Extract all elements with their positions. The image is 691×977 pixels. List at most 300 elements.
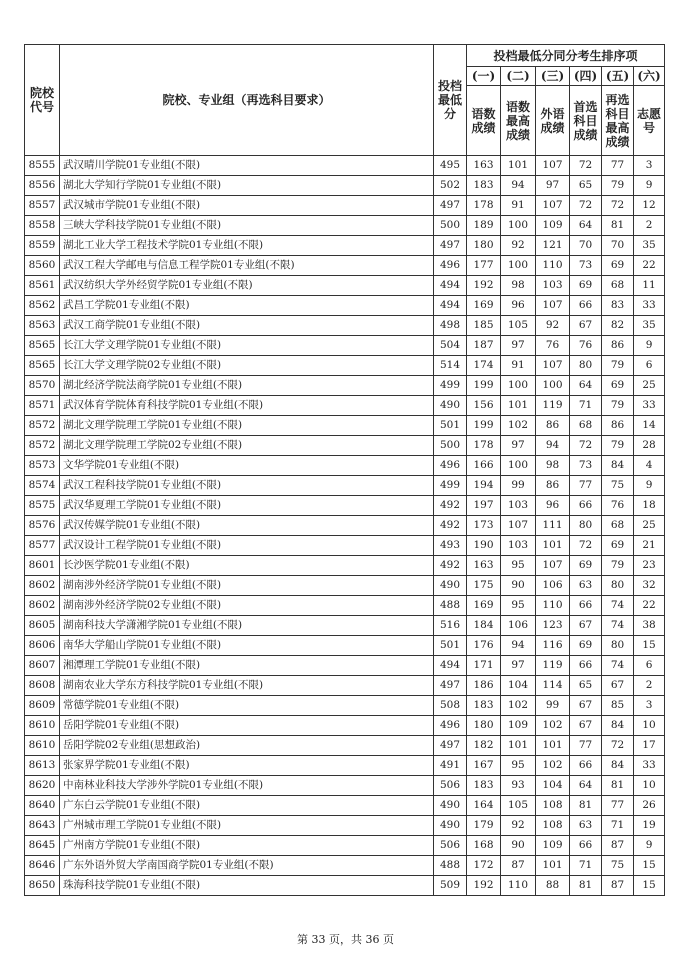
cell-choice-no: 23 — [634, 556, 665, 576]
cell-foreign: 108 — [536, 816, 570, 836]
cell-yushu-max: 100 — [501, 376, 536, 396]
cell-second-max: 84 — [602, 456, 634, 476]
cell-code: 8559 — [25, 236, 60, 256]
cell-min-score: 488 — [434, 596, 467, 616]
cell-choice-no: 25 — [634, 376, 665, 396]
cell-code: 8645 — [25, 836, 60, 856]
cell-choice-no: 6 — [634, 356, 665, 376]
cell-yushu: 169 — [467, 596, 501, 616]
cell-yushu-max: 95 — [501, 756, 536, 776]
cell-foreign: 107 — [536, 196, 570, 216]
cell-yushu: 178 — [467, 436, 501, 456]
cell-code: 8575 — [25, 496, 60, 516]
cell-choice-no: 35 — [634, 316, 665, 336]
header-tie-num: (五) — [602, 67, 634, 86]
cell-foreign: 94 — [536, 436, 570, 456]
cell-name: 珠海科技学院01专业组(不限) — [60, 876, 434, 896]
table-row — [25, 776, 665, 796]
cell-choice-no: 15 — [634, 856, 665, 876]
cell-choice-no: 11 — [634, 276, 665, 296]
cell-yushu: 166 — [467, 456, 501, 476]
cell-min-score: 499 — [434, 476, 467, 496]
cell-foreign: 116 — [536, 636, 570, 656]
cell-choice-no: 32 — [634, 576, 665, 596]
cell-name: 湖北大学知行学院01专业组(不限) — [60, 176, 434, 196]
cell-yushu-max: 109 — [501, 716, 536, 736]
cell-code: 8562 — [25, 296, 60, 316]
cell-yushu: 185 — [467, 316, 501, 336]
cell-yushu-max: 98 — [501, 276, 536, 296]
cell-foreign: 97 — [536, 176, 570, 196]
cell-second-max: 86 — [602, 416, 634, 436]
cell-second-max: 77 — [602, 156, 634, 176]
cell-code: 8558 — [25, 216, 60, 236]
cell-yushu-max: 92 — [501, 236, 536, 256]
table-row — [25, 316, 665, 336]
cell-yushu: 174 — [467, 356, 501, 376]
cell-yushu: 178 — [467, 196, 501, 216]
cell-min-score: 501 — [434, 636, 467, 656]
cell-code: 8557 — [25, 196, 60, 216]
cell-yushu-max: 101 — [501, 736, 536, 756]
cell-first-subject: 77 — [570, 736, 602, 756]
cell-min-score: 500 — [434, 436, 467, 456]
cell-min-score: 494 — [434, 656, 467, 676]
table-row — [25, 456, 665, 476]
cell-foreign: 107 — [536, 296, 570, 316]
cell-foreign: 107 — [536, 356, 570, 376]
cell-yushu: 176 — [467, 636, 501, 656]
cell-yushu: 182 — [467, 736, 501, 756]
cell-name: 湖南涉外经济学院02专业组(不限) — [60, 596, 434, 616]
cell-first-subject: 73 — [570, 456, 602, 476]
cell-min-score: 494 — [434, 296, 467, 316]
table-row — [25, 716, 665, 736]
header-tie-label: 语数最高成绩 — [501, 86, 536, 156]
cell-name: 武汉晴川学院01专业组(不限) — [60, 156, 434, 176]
cell-min-score: 490 — [434, 576, 467, 596]
cell-name: 广东白云学院01专业组(不限) — [60, 796, 434, 816]
cell-name: 常德学院01专业组(不限) — [60, 696, 434, 716]
table-row — [25, 756, 665, 776]
cell-yushu-max: 100 — [501, 456, 536, 476]
cell-code: 8605 — [25, 616, 60, 636]
cell-first-subject: 66 — [570, 596, 602, 616]
cell-choice-no: 15 — [634, 636, 665, 656]
table-row — [25, 736, 665, 756]
cell-yushu: 163 — [467, 156, 501, 176]
cell-first-subject: 72 — [570, 196, 602, 216]
cell-second-max: 87 — [602, 836, 634, 856]
cell-min-score: 504 — [434, 336, 467, 356]
cell-second-max: 79 — [602, 356, 634, 376]
cell-min-score: 516 — [434, 616, 467, 636]
cell-yushu: 186 — [467, 676, 501, 696]
cell-yushu-max: 94 — [501, 176, 536, 196]
table-row — [25, 276, 665, 296]
cell-foreign: 76 — [536, 336, 570, 356]
cell-min-score: 495 — [434, 156, 467, 176]
cell-choice-no: 26 — [634, 796, 665, 816]
cell-code: 8620 — [25, 776, 60, 796]
cell-code: 8610 — [25, 716, 60, 736]
cell-foreign: 109 — [536, 836, 570, 856]
cell-choice-no: 25 — [634, 516, 665, 536]
table-row — [25, 156, 665, 176]
cell-second-max: 79 — [602, 396, 634, 416]
cell-min-score: 490 — [434, 396, 467, 416]
table-row — [25, 696, 665, 716]
cell-code: 8650 — [25, 876, 60, 896]
cell-choice-no: 2 — [634, 676, 665, 696]
cell-name: 武汉体育学院体育科技学院01专业组(不限) — [60, 396, 434, 416]
cell-first-subject: 63 — [570, 576, 602, 596]
cell-first-subject: 66 — [570, 836, 602, 856]
cell-choice-no: 28 — [634, 436, 665, 456]
cell-second-max: 69 — [602, 256, 634, 276]
cell-code: 8572 — [25, 436, 60, 456]
cell-min-score: 490 — [434, 796, 467, 816]
cell-first-subject: 72 — [570, 536, 602, 556]
table-row — [25, 436, 665, 456]
cell-min-score: 501 — [434, 416, 467, 436]
table-row — [25, 656, 665, 676]
cell-second-max: 74 — [602, 616, 634, 636]
cell-yushu-max: 99 — [501, 476, 536, 496]
cell-code: 8556 — [25, 176, 60, 196]
cell-name: 广州城市理工学院01专业组(不限) — [60, 816, 434, 836]
cell-yushu-max: 97 — [501, 336, 536, 356]
cell-min-score: 506 — [434, 836, 467, 856]
cell-choice-no: 2 — [634, 216, 665, 236]
cell-second-max: 84 — [602, 716, 634, 736]
cell-name: 湖南农业大学东方科技学院01专业组(不限) — [60, 676, 434, 696]
header-code: 院校代号 — [25, 45, 60, 156]
cell-first-subject: 73 — [570, 256, 602, 276]
table-row — [25, 396, 665, 416]
cell-second-max: 79 — [602, 556, 634, 576]
cell-foreign: 123 — [536, 616, 570, 636]
cell-code: 8609 — [25, 696, 60, 716]
cell-foreign: 114 — [536, 676, 570, 696]
cell-yushu: 190 — [467, 536, 501, 556]
cell-choice-no: 35 — [634, 236, 665, 256]
cell-name: 武汉工商学院01专业组(不限) — [60, 316, 434, 336]
cell-choice-no: 19 — [634, 816, 665, 836]
cell-second-max: 71 — [602, 816, 634, 836]
cell-first-subject: 76 — [570, 336, 602, 356]
cell-first-subject: 64 — [570, 776, 602, 796]
cell-choice-no: 6 — [634, 656, 665, 676]
cell-first-subject: 80 — [570, 356, 602, 376]
table-row — [25, 516, 665, 536]
cell-foreign: 109 — [536, 216, 570, 236]
cell-min-score: 502 — [434, 176, 467, 196]
table-row — [25, 216, 665, 236]
cell-first-subject: 64 — [570, 216, 602, 236]
admission-table-page — [24, 44, 664, 896]
cell-code: 8601 — [25, 556, 60, 576]
cell-name: 武汉工程科技学院01专业组(不限) — [60, 476, 434, 496]
cell-code: 8570 — [25, 376, 60, 396]
cell-first-subject: 71 — [570, 856, 602, 876]
table-row — [25, 856, 665, 876]
cell-second-max: 77 — [602, 796, 634, 816]
cell-first-subject: 69 — [570, 276, 602, 296]
cell-second-max: 81 — [602, 776, 634, 796]
cell-foreign: 107 — [536, 556, 570, 576]
cell-name: 广州南方学院01专业组(不限) — [60, 836, 434, 856]
cell-second-max: 87 — [602, 876, 634, 896]
header-tie-num: (三) — [536, 67, 570, 86]
cell-first-subject: 66 — [570, 496, 602, 516]
cell-foreign: 92 — [536, 316, 570, 336]
cell-yushu: 199 — [467, 376, 501, 396]
cell-min-score: 498 — [434, 316, 467, 336]
cell-choice-no: 22 — [634, 256, 665, 276]
cell-code: 8563 — [25, 316, 60, 336]
cell-second-max: 74 — [602, 656, 634, 676]
cell-name: 武汉设计工程学院01专业组(不限) — [60, 536, 434, 556]
cell-name: 长江大学文理学院02专业组(不限) — [60, 356, 434, 376]
cell-choice-no: 9 — [634, 476, 665, 496]
cell-code: 8573 — [25, 456, 60, 476]
cell-second-max: 74 — [602, 596, 634, 616]
cell-name: 湖南涉外经济学院01专业组(不限) — [60, 576, 434, 596]
cell-second-max: 81 — [602, 216, 634, 236]
cell-first-subject: 69 — [570, 556, 602, 576]
cell-code: 8602 — [25, 596, 60, 616]
cell-second-max: 79 — [602, 176, 634, 196]
cell-first-subject: 67 — [570, 716, 602, 736]
cell-yushu: 167 — [467, 756, 501, 776]
cell-first-subject: 66 — [570, 296, 602, 316]
table-row — [25, 496, 665, 516]
cell-choice-no: 33 — [634, 296, 665, 316]
cell-yushu-max: 93 — [501, 776, 536, 796]
cell-foreign: 108 — [536, 796, 570, 816]
cell-foreign: 102 — [536, 716, 570, 736]
cell-yushu: 183 — [467, 776, 501, 796]
cell-yushu-max: 103 — [501, 496, 536, 516]
cell-yushu-max: 87 — [501, 856, 536, 876]
cell-code: 8571 — [25, 396, 60, 416]
table-row — [25, 876, 665, 896]
cell-choice-no: 14 — [634, 416, 665, 436]
cell-foreign: 101 — [536, 856, 570, 876]
cell-code: 8608 — [25, 676, 60, 696]
cell-code: 8555 — [25, 156, 60, 176]
page-footer — [0, 931, 691, 947]
cell-code: 8640 — [25, 796, 60, 816]
cell-second-max: 69 — [602, 376, 634, 396]
cell-name: 岳阳学院02专业组(思想政治) — [60, 736, 434, 756]
cell-yushu-max: 106 — [501, 616, 536, 636]
cell-code: 8607 — [25, 656, 60, 676]
cell-min-score: 493 — [434, 536, 467, 556]
header-tie-num: (二) — [501, 67, 536, 86]
cell-second-max: 67 — [602, 676, 634, 696]
cell-first-subject: 69 — [570, 636, 602, 656]
cell-choice-no: 33 — [634, 396, 665, 416]
cell-yushu: 169 — [467, 296, 501, 316]
cell-first-subject: 77 — [570, 476, 602, 496]
cell-first-subject: 81 — [570, 876, 602, 896]
cell-second-max: 76 — [602, 496, 634, 516]
cell-choice-no: 10 — [634, 776, 665, 796]
cell-min-score: 492 — [434, 556, 467, 576]
page-number: 第 33 页，共 36 页 — [297, 933, 394, 946]
cell-choice-no: 18 — [634, 496, 665, 516]
cell-name: 三峡大学科技学院01专业组(不限) — [60, 216, 434, 236]
cell-yushu-max: 95 — [501, 556, 536, 576]
admission-score-table — [24, 44, 665, 896]
cell-yushu: 179 — [467, 816, 501, 836]
cell-yushu-max: 91 — [501, 356, 536, 376]
table-row — [25, 556, 665, 576]
cell-code: 8561 — [25, 276, 60, 296]
cell-min-score: 494 — [434, 276, 467, 296]
cell-second-max: 68 — [602, 516, 634, 536]
cell-foreign: 110 — [536, 596, 570, 616]
cell-min-score: 496 — [434, 716, 467, 736]
cell-foreign: 86 — [536, 476, 570, 496]
cell-first-subject: 80 — [570, 516, 602, 536]
cell-second-max: 79 — [602, 436, 634, 456]
cell-name: 武汉传媒学院01专业组(不限) — [60, 516, 434, 536]
cell-yushu-max: 105 — [501, 316, 536, 336]
cell-choice-no: 9 — [634, 336, 665, 356]
cell-foreign: 99 — [536, 696, 570, 716]
cell-name: 湖北文理学院理工学院02专业组(不限) — [60, 436, 434, 456]
cell-name: 南华大学船山学院01专业组(不限) — [60, 636, 434, 656]
table-row — [25, 836, 665, 856]
table-row — [25, 636, 665, 656]
header-tie-num: (六) — [634, 67, 665, 86]
table-row — [25, 536, 665, 556]
cell-name: 中南林业科技大学涉外学院01专业组(不限) — [60, 776, 434, 796]
cell-code: 8572 — [25, 416, 60, 436]
header-tie-num: (一) — [467, 67, 501, 86]
cell-name: 武昌工学院01专业组(不限) — [60, 296, 434, 316]
cell-foreign: 96 — [536, 496, 570, 516]
cell-yushu: 189 — [467, 216, 501, 236]
cell-yushu-max: 100 — [501, 216, 536, 236]
header-tie-label: 首选科目成绩 — [570, 86, 602, 156]
cell-yushu: 163 — [467, 556, 501, 576]
cell-second-max: 72 — [602, 736, 634, 756]
cell-yushu-max: 107 — [501, 516, 536, 536]
table-row — [25, 796, 665, 816]
cell-min-score: 497 — [434, 736, 467, 756]
cell-code: 8606 — [25, 636, 60, 656]
cell-yushu-max: 97 — [501, 436, 536, 456]
cell-min-score: 490 — [434, 816, 467, 836]
cell-first-subject: 65 — [570, 676, 602, 696]
cell-yushu: 175 — [467, 576, 501, 596]
cell-choice-no: 17 — [634, 736, 665, 756]
cell-yushu-max: 97 — [501, 656, 536, 676]
cell-choice-no: 10 — [634, 716, 665, 736]
cell-choice-no: 33 — [634, 756, 665, 776]
cell-code: 8613 — [25, 756, 60, 776]
cell-first-subject: 72 — [570, 436, 602, 456]
cell-name: 湘潭理工学院01专业组(不限) — [60, 656, 434, 676]
cell-min-score: 509 — [434, 876, 467, 896]
cell-yushu: 197 — [467, 496, 501, 516]
cell-second-max: 75 — [602, 476, 634, 496]
cell-code: 8646 — [25, 856, 60, 876]
header-min-score: 投档最低分 — [434, 45, 467, 156]
table-row — [25, 296, 665, 316]
cell-choice-no: 4 — [634, 456, 665, 476]
cell-first-subject: 72 — [570, 156, 602, 176]
cell-yushu: 180 — [467, 716, 501, 736]
cell-second-max: 80 — [602, 636, 634, 656]
cell-second-max: 86 — [602, 336, 634, 356]
cell-yushu-max: 104 — [501, 676, 536, 696]
cell-choice-no: 38 — [634, 616, 665, 636]
cell-yushu-max: 90 — [501, 576, 536, 596]
cell-foreign: 106 — [536, 576, 570, 596]
table-row — [25, 416, 665, 436]
cell-name: 武汉华夏理工学院01专业组(不限) — [60, 496, 434, 516]
table-row — [25, 196, 665, 216]
cell-second-max: 82 — [602, 316, 634, 336]
cell-choice-no: 3 — [634, 156, 665, 176]
cell-yushu: 199 — [467, 416, 501, 436]
cell-min-score: 500 — [434, 216, 467, 236]
cell-yushu-max: 95 — [501, 596, 536, 616]
cell-yushu-max: 110 — [501, 876, 536, 896]
cell-min-score: 514 — [434, 356, 467, 376]
cell-second-max: 85 — [602, 696, 634, 716]
cell-second-max: 68 — [602, 276, 634, 296]
cell-first-subject: 64 — [570, 376, 602, 396]
cell-min-score: 499 — [434, 376, 467, 396]
cell-name: 湖北文理学院理工学院01专业组(不限) — [60, 416, 434, 436]
cell-first-subject: 81 — [570, 796, 602, 816]
cell-first-subject: 66 — [570, 756, 602, 776]
table-row — [25, 236, 665, 256]
cell-yushu-max: 90 — [501, 836, 536, 856]
cell-min-score: 497 — [434, 196, 467, 216]
cell-min-score: 496 — [434, 456, 467, 476]
cell-name: 张家界学院01专业组(不限) — [60, 756, 434, 776]
cell-yushu: 194 — [467, 476, 501, 496]
cell-code: 8574 — [25, 476, 60, 496]
cell-foreign: 119 — [536, 396, 570, 416]
cell-yushu-max: 94 — [501, 636, 536, 656]
cell-name: 武汉纺织大学外经贸学院01专业组(不限) — [60, 276, 434, 296]
cell-yushu: 164 — [467, 796, 501, 816]
cell-yushu-max: 101 — [501, 156, 536, 176]
cell-yushu: 171 — [467, 656, 501, 676]
table-row — [25, 356, 665, 376]
cell-choice-no: 22 — [634, 596, 665, 616]
header-tie-num: (四) — [570, 67, 602, 86]
header-tie-label: 志愿号 — [634, 86, 665, 156]
cell-foreign: 103 — [536, 276, 570, 296]
cell-first-subject: 71 — [570, 396, 602, 416]
cell-yushu: 187 — [467, 336, 501, 356]
cell-yushu-max: 96 — [501, 296, 536, 316]
cell-code: 8560 — [25, 256, 60, 276]
header-tie-label: 语数成绩 — [467, 86, 501, 156]
cell-foreign: 101 — [536, 736, 570, 756]
cell-first-subject: 67 — [570, 696, 602, 716]
cell-foreign: 104 — [536, 776, 570, 796]
